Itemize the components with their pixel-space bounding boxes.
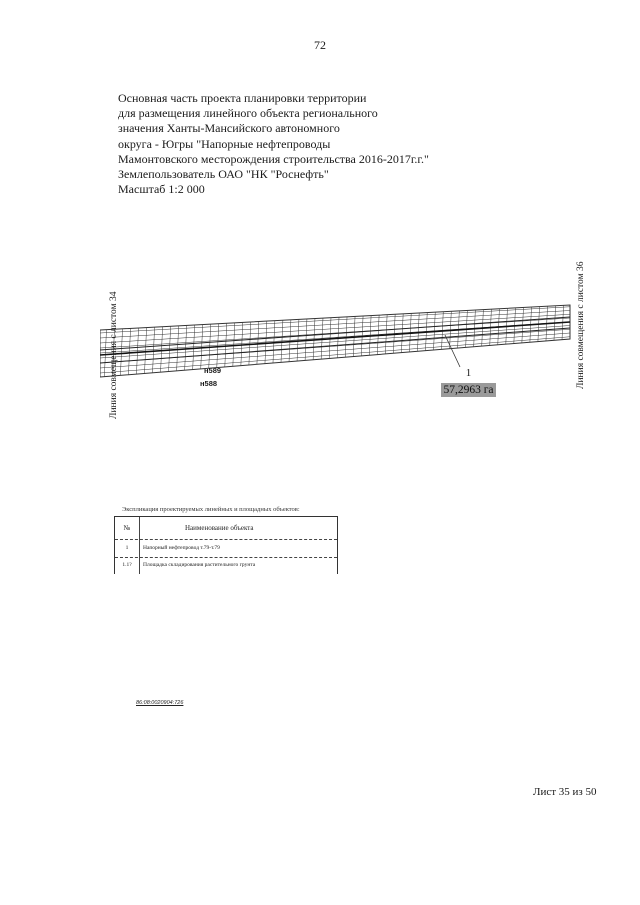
column-name-header: Наименование объекта (185, 524, 254, 532)
row-number: 1.1? (122, 562, 132, 568)
parcel-number: 1 (465, 367, 472, 379)
legend-table (114, 516, 338, 574)
page-number: 72 (314, 38, 326, 52)
header-line: округа - Югры "Напорные нефтепроводы (118, 136, 331, 151)
header-line: значения Ханты-Мансийского автономного (118, 121, 340, 136)
grid-line (432, 295, 436, 385)
table-row (115, 539, 337, 558)
grid-line (392, 295, 396, 385)
row-name: Напорный нефтепровод т.79-т.79 (143, 545, 220, 551)
grid-line (100, 307, 570, 333)
grid-line (136, 295, 140, 385)
pipeline-corridor-drawing (100, 255, 600, 425)
grid-line (272, 295, 276, 385)
grid-line (280, 295, 284, 385)
cadastral-number: 86:08:0020904:726 (136, 700, 184, 706)
left-match-line-label: Линия совмещения с листом 34 (109, 291, 119, 419)
grid-line (520, 295, 524, 385)
legend-title: Экспликация проектируемых линейных и площадных объектов: (122, 506, 300, 513)
header-line: Землепользователь ОАО "НК "Роснефть" (118, 167, 329, 182)
grid-line (544, 295, 548, 385)
table-header-row (115, 517, 337, 540)
grid-line (264, 295, 268, 385)
right-match-line-label: Линия совмещения с листом 36 (576, 261, 586, 389)
grid-line (344, 295, 348, 385)
document-header (118, 91, 478, 197)
grid-line (352, 295, 356, 385)
header-line: Основная часть проекта планировки территории (118, 91, 367, 105)
grid-line (424, 295, 428, 385)
grid-line (368, 295, 372, 385)
grid-line (328, 295, 332, 385)
leader-line (445, 335, 460, 367)
header-line: для размещения линейного объекта регионального (118, 106, 378, 121)
point-label-n588: н588 (200, 379, 218, 388)
grid-line (288, 295, 292, 385)
map-drawing (100, 255, 600, 425)
grid-line (176, 295, 180, 385)
header-line: Масштаб 1:2 000 (118, 182, 205, 197)
grid-line (376, 295, 380, 385)
grid-line (192, 295, 196, 385)
grid-line (100, 337, 570, 373)
point-label-n589: н589 (204, 366, 222, 375)
parcel-area: 57,2963 га (441, 383, 496, 397)
corridor-boundary (100, 305, 570, 377)
sheet-footer: Лист 35 из 50 (533, 786, 597, 798)
row-number: 1 (125, 545, 129, 551)
column-number-header: № (123, 524, 131, 532)
header-line: Мамонтовского месторождения строительства 2016-2017г.г." (118, 151, 429, 166)
grid-line (128, 295, 132, 385)
grid-line (184, 295, 188, 385)
table-row (115, 557, 337, 574)
grid-line (104, 295, 108, 385)
grid-line (256, 295, 260, 385)
grid-line (336, 295, 340, 385)
grid-line (384, 295, 388, 385)
row-name: Площадка складирования растительного грунта (143, 562, 256, 568)
